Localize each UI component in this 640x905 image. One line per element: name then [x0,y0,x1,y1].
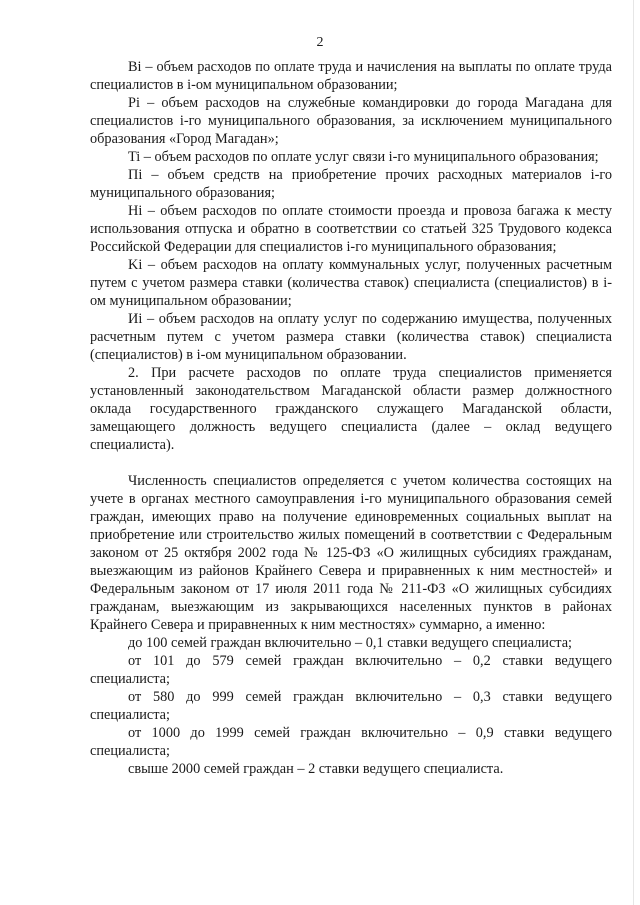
paragraph-staff-count: Численность специалистов определяется с учетом количества состоящих на учете в органах местного самоуправления i-го муниципального образования семей граждан, имеющих право на получение единовременных социальных выплат на приобретение или строительство жилых помещений в соответствии с Федеральным законом от 25 октября 2002 года № 125-ФЗ «О жилищных субсидиях гражданам, выезжающим из районов Крайнего Севера и приравненных к ним местностей» и Федеральным законом от 17 июля 2011 года № 211-ФЗ «О жилищных субсидиях гражданам, выезжающим из закрывающихся населенных пунктов в районах Крайнего Севера и приравненных к ним местностях» суммарно, а именно: [90,473,612,633]
paragraph-pi: Pi – объем расходов на служебные командировки до города Магадана для специалистов i-го муниципального образования, за исключением муниципального образования «Город Магадан»; [90,95,612,147]
list-item-101-579: от 101 до 579 семей граждан включительно – 0,2 ставки ведущего специалиста; [90,653,612,687]
paragraph-section-2: 2. При расчете расходов по оплате труда специалистов применяется установленный законодательством Магаданской области размер должностного оклада государственного гражданского служащего Магаданской области, замещающего должность ведущего специалиста (далее – оклад ведущего специалиста). [90,365,612,453]
paragraph-ii: Иi – объем расходов на оплату услуг по содержанию имущества, полученных расчетным путем с учетом размера ставки (количества ставок) специалиста (специалистов) в i-ом муниципальном образовании. [90,311,612,363]
paragraph-p-materials: Пi – объем средств на приобретение прочих расходных материалов i-го муниципального образования; [90,167,612,201]
paragraph-hi: Hi – объем расходов по оплате стоимости проезда и провоза багажа к месту использования отпуска и обратно в соответствии со статьей 325 Трудового кодекса Российской Федерации для специалистов i-го муниципального образования; [90,203,612,255]
paragraph-ti: Ti – объем расходов по оплате услуг связи i-го муниципального образования; [128,149,599,165]
list-item-up-to-100: до 100 семей граждан включительно – 0,1 ставки ведущего специалиста; [128,635,573,651]
scan-edge-line [633,0,634,905]
list-item-1000-1999: от 1000 до 1999 семей граждан включительно – 0,9 ставки ведущего специалиста; [90,725,612,759]
list-item-580-999: от 580 до 999 семей граждан включительно – 0,3 ставки ведущего специалиста; [90,689,612,723]
list-item-over-2000: свыше 2000 семей граждан – 2 ставки ведущего специалиста. [128,761,504,777]
paragraph-ki: Ki – объем расходов на оплату коммунальных услуг, полученных расчетным путем с учетом размера ставки (количества ставок) специалиста (специалистов) в i-ом муниципальном образовании; [90,257,612,309]
page-number: 2 [316,35,324,50]
paragraph-bi: Bi – объем расходов по оплате труда и начисления на выплаты по оплате труда специалистов в i-ом муниципальном образовании; [90,59,612,93]
document-body [90,58,612,778]
